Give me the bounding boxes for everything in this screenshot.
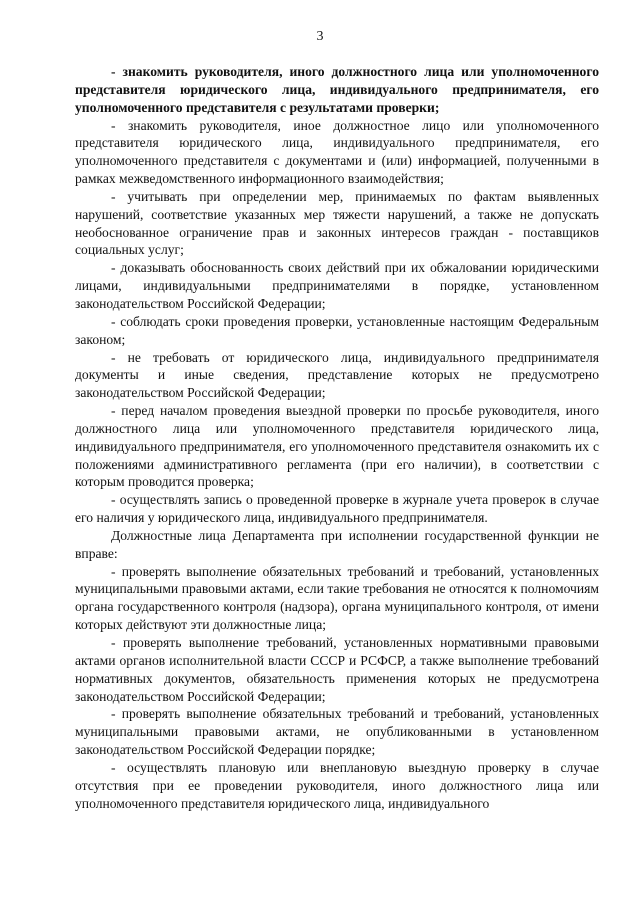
paragraph-not-entitled-intro: Должностные лица Департамента при исполнении государственной функции не вправе: <box>75 527 599 561</box>
paragraph-check-unpublished-acts: - проверять выполнение обязательных требований и требований, установленных муниципальными правовыми актами, не опубликованными в установленном законодательством Российской Федерации порядке; <box>75 706 599 758</box>
paragraph-record-in-journal: - осуществлять запись о проведенной проверке в журнале учета проверок в случае его наличия у юридического лица, индивидуального предпринимателя. <box>75 492 599 526</box>
paragraph-familiarize-regulation: - перед началом проведения выездной проверки по просьбе руководителя, иного должностного лица или уполномоченного представителя юридического лица, индивидуального предпринимателя, его уполномоченного представителя ознакомить их с положениями административного регламента (при его наличии), в соответствии с которым проводится проверка; <box>75 403 599 490</box>
document-body <box>75 63 599 812</box>
paragraph-no-extra-documents: - не требовать от юридического лица, индивидуального предпринимателя документы и иные сведения, представление которых не предусмотрено законодательством Российской Федерации; <box>75 349 599 401</box>
paragraph-consider-measures: - учитывать при определении мер, принимаемых по фактам выявленных нарушений, соответствие указанных мер тяжести нарушений, а также не допускать необоснованное ограничение прав и законных интересов граждан - поставщиков социальных услуг; <box>75 188 599 258</box>
paragraph-acquaint-results: - знакомить руководителя, иного должностного лица или уполномоченного представителя юридического лица, индивидуального предпринимателя, его уполномоченного представителя с результатами проверки; <box>75 64 599 115</box>
paragraph-check-ussr-acts: - проверять выполнение требований, установленных нормативными правовыми актами органов исполнительной власти СССР и РСФСР, а также выполнение требований нормативных документов, обязательность применения которых не предусмотрена законодательством Российской Федерации; <box>75 635 599 704</box>
paragraph-acquaint-documents: - знакомить руководителя, иное должностное лицо или уполномоченного представителя юридического лица, индивидуального предпринимателя, его уполномоченного представителя с документами и (или) информацией, полученными в рамках межведомственного информационного взаимодействия; <box>75 117 599 187</box>
paragraph-check-outside-authority: - проверять выполнение обязательных требований и требований, установленных муниципальными правовыми актами, если такие требования не относятся к полномочиям органа государственного контроля (надзора), органа муниципального контроля, от имени которых действуют эти должностные лица; <box>75 563 599 633</box>
paragraph-observe-deadlines: - соблюдать сроки проведения проверки, установленные настоящим Федеральным законом; <box>75 313 599 347</box>
paragraph-inspection-in-absence: - осуществлять плановую или внеплановую выездную проверку в случае отсутствия при ее проведении руководителя, иного должностного лица или уполномоченного представителя юридического лица, индивидуального <box>75 759 599 811</box>
paragraph-prove-validity: - доказывать обоснованность своих действий при их обжаловании юридическими лицами, индивидуальными предпринимателями в порядке, установленном законодательством Российской Федерации; <box>75 260 599 311</box>
page-number: 3 <box>316 29 324 44</box>
